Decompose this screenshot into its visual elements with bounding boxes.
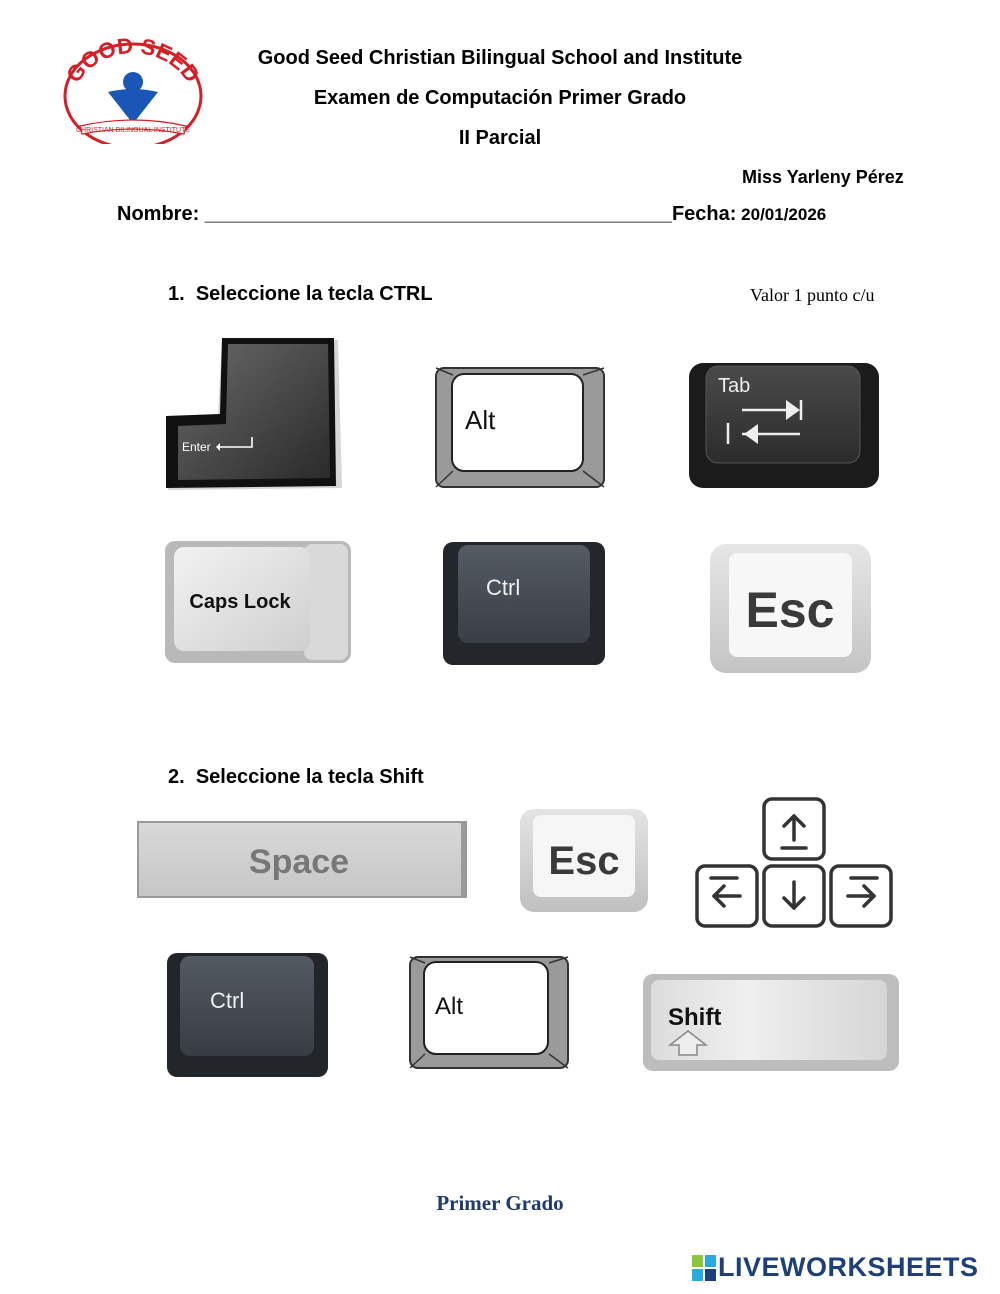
name-label: Nombre:: [117, 203, 205, 225]
question-1-number: 1.: [168, 283, 185, 305]
name-line: [117, 203, 826, 226]
term-title: II Parcial: [458, 127, 542, 149]
value-note: Valor 1 punto c/u: [750, 285, 875, 305]
option-alt-key-2[interactable]: [409, 956, 569, 1070]
liveworksheets-logo-icon: [692, 1255, 716, 1281]
arrow-down-icon: [784, 882, 804, 908]
question-2-number: 2.: [168, 766, 185, 788]
arrow-right-icon: [848, 878, 877, 906]
option-space-key[interactable]: [136, 820, 468, 900]
ctrl-key-label: Ctrl: [486, 575, 521, 600]
space-key-label: Space: [248, 843, 350, 881]
option-ctrl-key-2[interactable]: [166, 952, 329, 1078]
option-esc-key-2[interactable]: [519, 808, 649, 913]
ctrl-key-2-label: Ctrl: [210, 988, 245, 1013]
option-ctrl-key[interactable]: [442, 541, 606, 666]
name-blank[interactable]: __________________________________________: [204, 203, 672, 225]
question-2-prompt: [168, 766, 424, 789]
enter-key-label: Enter: [182, 440, 211, 454]
liveworksheets-brand[interactable]: [692, 1252, 979, 1283]
shift-key-label: Shift: [668, 1004, 722, 1031]
question-1-text: Seleccione la tecla CTRL: [195, 283, 433, 305]
alt-key-label: Alt: [465, 405, 496, 435]
footer-grade: Primer Grado: [436, 1191, 564, 1215]
option-tab-key[interactable]: [688, 362, 880, 489]
logo-ribbon-text: CHRISTIAN BILINGUAL INSTITUTE: [75, 127, 191, 134]
option-shift-key[interactable]: [642, 973, 900, 1073]
arrow-up-icon: [782, 816, 806, 848]
date-label: Fecha:: [671, 203, 737, 225]
logo-arc-text: GOOD SEED: [61, 34, 205, 88]
date-value: 20/01/2026: [736, 205, 827, 224]
caps-lock-key-label: Caps Lock: [189, 591, 291, 613]
esc-key-label: Esc: [745, 582, 835, 638]
arrow-left-icon: [711, 878, 740, 906]
school-name: Good Seed Christian Bilingual School and Institute: [257, 47, 743, 69]
option-esc-key[interactable]: [709, 543, 872, 674]
liveworksheets-wordmark: LIVEWORKSHEETS: [718, 1252, 979, 1282]
option-caps-lock-key[interactable]: [164, 540, 352, 664]
option-arrow-keys[interactable]: [694, 796, 894, 930]
option-enter-key[interactable]: [166, 338, 344, 494]
teacher-name: Miss Yarleny Pérez: [742, 167, 904, 187]
exam-title: Examen de Computación Primer Grado: [313, 87, 687, 109]
tab-key-label: Tab: [718, 375, 751, 397]
option-alt-key[interactable]: [435, 367, 605, 489]
question-1-prompt: [168, 283, 433, 306]
alt-key-2-label: Alt: [435, 993, 464, 1020]
esc-key-2-label: Esc: [548, 839, 620, 883]
question-2-text: Seleccione la tecla Shift: [195, 766, 424, 788]
